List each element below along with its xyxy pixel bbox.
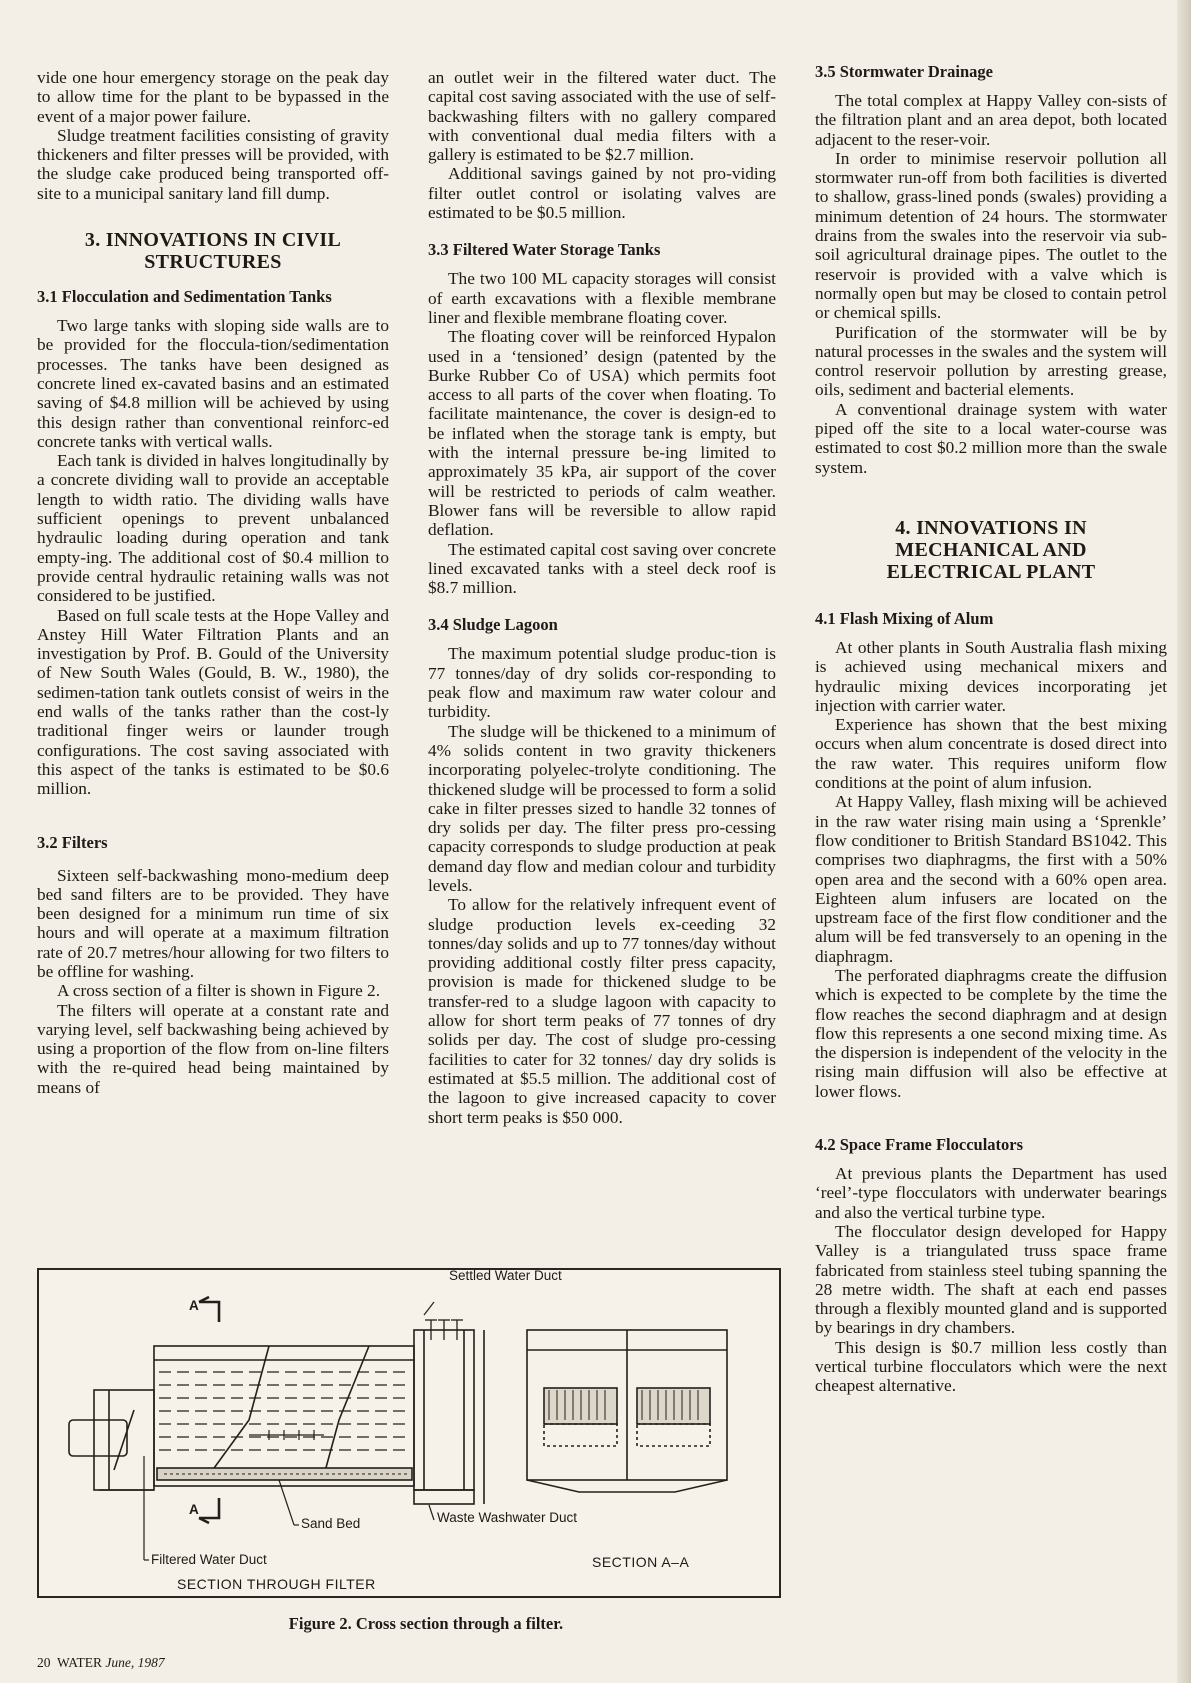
- paragraph: Based on full scale tests at the Hope Valley and Anstey Hill Water Filtration Plants and an investigation by Prof. B. Gould of the University of New South Wales (Gould, B. W., 1980), the sedimen-tation tank outlets consist of weirs in the end walls of the tanks rather than the cost-ly traditional finger weirs or launder trough configurations. The cost saving associated with this aspect of the tanks is estimated to be $0.6 million.: [37, 605, 389, 799]
- paragraph: The total complex at Happy Valley con-sists of the filtration plant and an area depot, both located adjacent to the reser-voir.: [815, 91, 1167, 149]
- paragraph: A cross section of a filter is shown in Figure 2.: [57, 981, 381, 1001]
- column-1: [37, 68, 389, 1097]
- paragraph: At other plants in South Australia flash mixing is achieved using mechanical mixers and hydraulic mixing devices incorporating jet injection with carrier water.: [815, 637, 1167, 715]
- page-number: 20: [37, 1655, 51, 1670]
- section-heading-3: 3. INNOVATIONS IN CIVIL STRUCTURES: [84, 229, 342, 274]
- paragraph: This design is $0.7 million less costly than vertical turbine flocculators which were the next cheapest alternative.: [815, 1337, 1167, 1396]
- paragraph: The estimated capital cost saving over concrete lined excavated tanks with a steel deck roof is $8.7 million.: [428, 539, 776, 598]
- paragraph: The two 100 ML capacity storages will consist of earth excavations with a flexible membrane liner and flexible membrane floating cover.: [428, 269, 776, 327]
- paragraph: At Happy Valley, flash mixing will be achieved in the raw water rising main using a ‘Sprenkle’ flow conditioner to British Standard BS1042. This comprises two diaphragms, the first with a 50% open area and the second with a 60% open area. Eighteen alum infusers are located on the upstream face of the first flow conditioner and the alum will be fed transversely to an opening in the diaphragm.: [815, 792, 1167, 966]
- paragraph: Two large tanks with sloping side walls are to be provided for the floccula-tion/sedimentation processes. The tanks have been designed as concrete lined ex-cavated basins and an estimated saving of $4.8 million will be achieved by using this design rather than conventional reinforc-ed concrete tanks with vertical walls.: [37, 316, 389, 451]
- subsection-heading-3-3: 3.3 Filtered Water Storage Tanks: [428, 240, 661, 260]
- paragraph: vide one hour emergency storage on the peak day to allow time for the plant to be bypassed in the event of a major power failure.: [37, 68, 389, 126]
- paragraph: The flocculator design developed for Happy Valley is a triangulated truss space frame fabricated from stainless steel tubing spanning the 28 metre width. The shaft at each end passes through a flexibly mounted gland and is supported by bearings in dry chambers.: [815, 1221, 1167, 1338]
- paragraph: The floating cover will be reinforced Hypalon used in a ‘tensioned’ design (patented by the Burke Rubber Co of USA) which permits foot access to all parts of the cover when floating. To facilitate maintenance, the cover is design-ed to be inflated when the storage tank is empty, but with the internal pressure be-ing limited to approximately 35 kPa, air support of the cover will be restricted to periods of calm weather. Blower fans will be reversible to allow rapid deflation.: [428, 327, 776, 540]
- paragraph: To allow for the relatively infrequent event of sludge production levels ex-ceeding 32 tonnes/day solids and up to 77 tonnes/day without providing additional costly filter press capacity, provision is made for thickened sludge to be transfer-red to a sludge lagoon with capacity to allow for short term peaks of 77 tonnes of dry solids per day. The cost of sludge pro-cessing facilities to cater for 32 tonnes/ day dry solids is estimated at $5.5 million. The additional cost of the lagoon to give increased capacity to cover short term peaks is $50 000.: [428, 895, 776, 1127]
- section-a-a-drawing: [527, 1330, 727, 1492]
- label-section-through-filter: SECTION THROUGH FILTER: [177, 1576, 376, 1592]
- issue-date: June, 1987: [105, 1655, 165, 1670]
- column-2: [428, 68, 776, 1127]
- label-section-a-a: SECTION A–A: [592, 1554, 690, 1570]
- figure-2: [37, 1268, 781, 1598]
- page-footer: [37, 1655, 165, 1671]
- filter-tank: [154, 1346, 414, 1486]
- paragraph: Additional savings gained by not pro-viding filter outlet control or isolating valves are estimated to be $0.5 million.: [428, 164, 776, 223]
- label-waste-washwater-duct: Waste Washwater Duct: [437, 1510, 578, 1525]
- filtered-water-pipe: [69, 1420, 127, 1456]
- paragraph: The filters will operate at a constant rate and varying level, self backwashing being achieved by using a proportion of the flow from on-line filters with the re-quired head being maintained by means of: [37, 1000, 389, 1097]
- label-filtered-water-duct: Filtered Water Duct: [151, 1552, 267, 1567]
- page-edge-shadow: [1177, 0, 1191, 1683]
- subsection-heading-3-1: 3.1 Flocculation and Sedimentation Tanks: [37, 287, 332, 307]
- settled-water-duct: [414, 1330, 474, 1490]
- label-sand-bed: Sand Bed: [301, 1516, 361, 1531]
- subsection-heading-3-2: 3.2 Filters: [37, 832, 108, 852]
- figure-caption: Figure 2. Cross section through a filter.: [288, 1614, 564, 1633]
- paragraph: The perforated diaphragms create the diffusion which is expected to be complete by the time the flow reaches the second diaphragm and at design flow this represents a one second mixing time. As the dispersion is independent of the velocity in the rising main diffusion will also be effective at lower flows.: [815, 965, 1167, 1101]
- paragraph: Each tank is divided in halves longitudinally by a concrete dividing wall to provide an acceptable length to width ratio. The dividing walls have sufficient openings to prevent unbalanced hydraulic loading during operation and tank empty-ing. The additional cost of $0.4 million to provide central hydraulic retaining walls was not considered to be justified.: [37, 451, 389, 606]
- label-section-marker-top: A: [189, 1298, 199, 1313]
- paragraph: The sludge will be thickened to a minimum of 4% solids content in two gravity thickeners incorporating polyelec-trolyte conditioning. The thickened sludge will be processed to form a solid cake in filter presses sized to handle 32 tonnes of dry solids per day. The filter press pro-cessing capacity corresponds to sludge production at peak demand day flow and median colour and turbidity levels.: [428, 721, 776, 895]
- paragraph: Experience has shown that the best mixing occurs when alum concentrate is dosed direct into the raw water. This requires uniform flow conditions at the point of alum infusion.: [815, 715, 1167, 793]
- paragraph: an outlet weir in the filtered water duct. The capital cost saving associated with the use of self-backwashing filters with no gallery compared with conventional dual media filters with a gallery is estimated to be $2.7 million.: [428, 68, 776, 165]
- label-section-marker-bottom: A: [189, 1502, 199, 1517]
- paragraph: Purification of the stormwater will be by natural processes in the swales and the system will control reservoir pollution by arresting grease, oils, sediment and bacterial elements.: [815, 322, 1167, 400]
- paragraph: A conventional drainage system with water piped off the site to a local water-course was estimated to cost $0.2 million more than the swale system.: [815, 399, 1167, 477]
- subsection-heading-4-2: 4.2 Space Frame Flocculators: [815, 1135, 1024, 1155]
- paragraph: The maximum potential sludge produc-tion is 77 tonnes/day of dry solids cor-responding to peak flow and maximum raw water colour and turbidity.: [428, 644, 776, 722]
- subsection-heading-3-4: 3.4 Sludge Lagoon: [428, 615, 558, 635]
- subsection-heading-4-1: 4.1 Flash Mixing of Alum: [815, 608, 994, 628]
- label-settled-water-duct: Settled Water Duct: [449, 1268, 562, 1283]
- section-heading-4: 4. INNOVATIONS IN MECHANICAL AND ELECTRICAL PLANT: [886, 516, 1096, 583]
- journal-name: WATER: [57, 1655, 103, 1670]
- paragraph: In order to minimise reservoir pollution all stormwater run-off from both facilities is diverted to shallow, grass-lined ponds (swales) providing a minimum detention of 24 hours. The stormwater drains from the swales into the reservoir via sub-soil agricultural drainage pipes. The outlet to the reservoir is provided with a valve which is normally open but may be closed to contain petrol or chemical spills.: [815, 148, 1167, 323]
- filter-cross-section-drawing: [39, 1270, 779, 1596]
- paragraph: Sixteen self-backwashing mono-medium deep bed sand filters are to be provided. They have been designed for a minimum run time of six hours and will operate at a maximum filtration rate of 20.7 metres/hour allowing for two filters to be offline for washing.: [37, 865, 389, 981]
- column-3: [815, 62, 1167, 1396]
- paragraph: At previous plants the Department has used ‘reel’-type flocculators with underwater bearings and also the vertical turbine type.: [815, 1164, 1167, 1222]
- paragraph: Sludge treatment facilities consisting of gravity thickeners and filter presses will be provided, with the sludge cake produced being transported off-site to a municipal sanitary land fill dump.: [37, 125, 389, 203]
- subsection-heading-3-5: 3.5 Stormwater Drainage: [815, 62, 993, 81]
